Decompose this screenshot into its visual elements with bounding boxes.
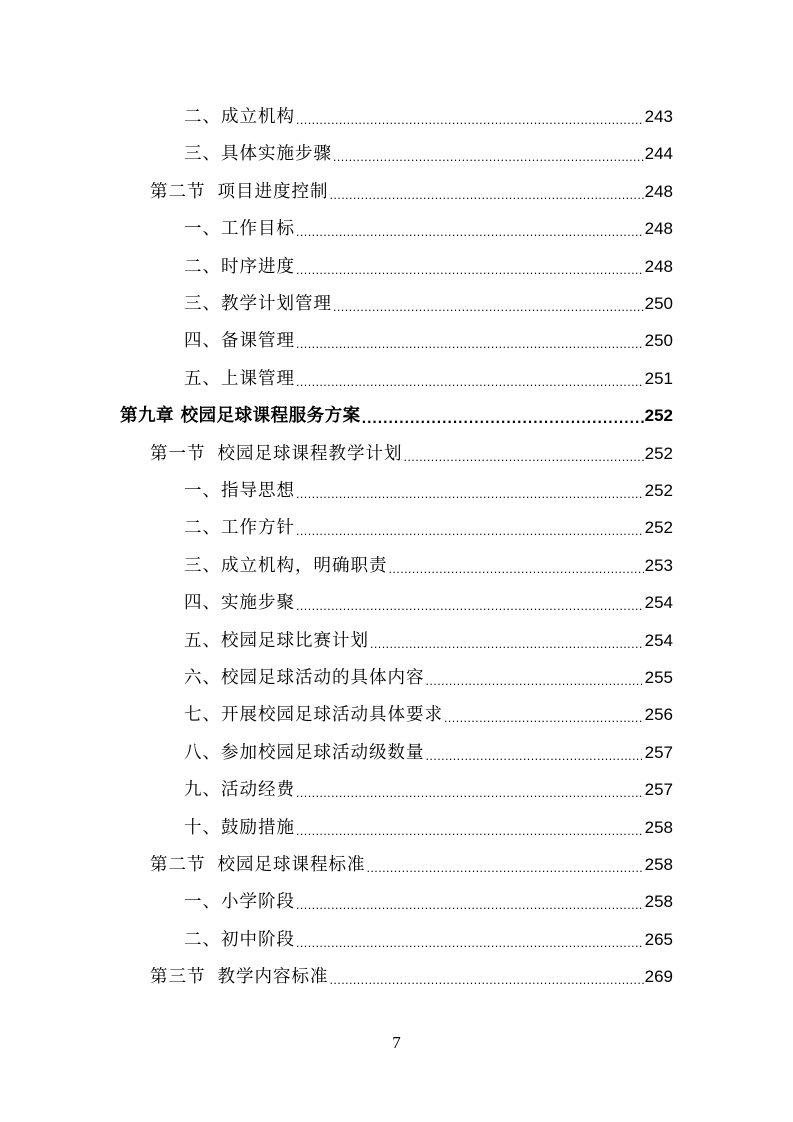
toc-section-title: 校园足球课程标准	[217, 855, 366, 875]
toc-entry-label: 二、初中阶段	[184, 929, 295, 950]
toc-page-number: 252	[644, 406, 673, 426]
toc-entry-label: 一、小学阶段	[184, 892, 295, 913]
toc-page-number: 258	[644, 817, 673, 837]
toc-section-number: 第三节	[150, 967, 206, 988]
toc-dot-leader	[426, 739, 644, 767]
toc-subsection-entry[interactable]	[184, 739, 673, 767]
toc-entry-label: 三、具体实施步骤	[184, 144, 332, 165]
toc-subsection-entry[interactable]	[184, 140, 673, 168]
toc-page-number: 257	[644, 780, 673, 800]
toc-dot-leader	[367, 851, 644, 879]
toc-entry-label: 五、校园足球比赛计划	[184, 630, 369, 651]
toc-section-entry[interactable]	[150, 440, 673, 468]
toc-subsection-entry[interactable]	[184, 514, 673, 542]
toc-subsection-entry[interactable]	[184, 926, 673, 954]
toc-dot-leader	[370, 627, 644, 655]
toc-subsection-entry[interactable]	[184, 627, 673, 655]
toc-subsection-entry[interactable]	[184, 290, 673, 318]
toc-section-number: 第二节	[150, 181, 206, 202]
toc-page-number: 252	[644, 443, 673, 463]
toc-dot-leader	[296, 253, 644, 281]
toc-section-title: 项目进度控制	[217, 181, 329, 202]
toc-page-number: 269	[644, 967, 673, 987]
toc-dot-leader	[296, 589, 644, 617]
toc-dot-leader	[330, 178, 644, 206]
toc-page-number: 253	[644, 555, 673, 575]
toc-page-number: 258	[644, 855, 673, 874]
toc-entry-label: 六、校园足球活动的具体内容	[184, 668, 425, 688]
toc-entry-label: 九、活动经费	[184, 780, 295, 801]
toc-subsection-entry[interactable]	[184, 664, 673, 692]
toc-dot-leader	[362, 402, 644, 430]
toc-entry-label: 一、指导思想	[184, 481, 295, 501]
toc-entry-label	[150, 178, 329, 206]
toc-page-number: 250	[644, 294, 673, 313]
toc-entry-label	[150, 440, 403, 468]
toc-entry-label: 七、开展校园足球活动具体要求	[184, 705, 443, 726]
toc-subsection-entry[interactable]	[184, 253, 673, 281]
toc-page-number: 257	[644, 742, 673, 762]
toc-page-number: 254	[644, 593, 673, 613]
toc-section-entry[interactable]	[150, 178, 673, 206]
toc-page-number: 243	[644, 107, 673, 126]
toc-subsection-entry[interactable]	[184, 477, 673, 505]
toc-section-title: 校园足球课程教学计划	[217, 443, 403, 464]
toc-dot-leader	[333, 290, 644, 318]
toc-subsection-entry[interactable]	[184, 215, 673, 243]
toc-entry-label: 二、工作方针	[184, 518, 295, 539]
toc-page-number: 248	[644, 219, 673, 239]
toc-entry-label	[150, 851, 366, 879]
toc-page-number: 251	[644, 368, 673, 388]
toc-section-number: 第一节	[150, 443, 206, 464]
toc-section-entry[interactable]	[150, 963, 673, 991]
toc-dot-leader	[296, 814, 644, 842]
toc-page-number: 248	[644, 181, 673, 201]
toc-page-number: 252	[644, 481, 673, 500]
toc-dot-leader	[296, 327, 644, 355]
toc-page-number: 265	[644, 929, 673, 949]
toc-dot-leader	[296, 365, 644, 393]
toc-entry-label	[150, 963, 329, 991]
toc-dot-leader	[426, 664, 644, 692]
toc-subsection-entry[interactable]	[184, 589, 673, 617]
toc-subsection-entry[interactable]	[184, 701, 673, 729]
toc-dot-leader	[330, 963, 644, 991]
toc-dot-leader	[389, 552, 644, 580]
toc-entry-label: 一、工作目标	[184, 219, 295, 240]
toc-entry-label: 四、实施步聚	[184, 593, 295, 614]
toc-page-number: 256	[644, 705, 673, 725]
toc-subsection-entry[interactable]	[184, 103, 673, 131]
toc-dot-leader	[296, 888, 644, 916]
toc-subsection-entry[interactable]	[184, 552, 673, 580]
toc-dot-leader	[404, 440, 644, 468]
toc-entry-label: 八、参加校园足球活动级数量	[184, 742, 425, 763]
toc-dot-leader	[296, 103, 644, 131]
toc-subsection-entry[interactable]	[184, 888, 673, 916]
toc-dot-leader	[296, 477, 644, 505]
toc-section-entry[interactable]	[150, 851, 673, 879]
toc-dot-leader	[296, 215, 644, 243]
toc-entry-label: 十、鼓励措施	[184, 817, 295, 838]
toc-chapter-entry[interactable]	[120, 402, 673, 430]
toc-dot-leader	[296, 776, 644, 804]
toc-page-number: 252	[644, 518, 673, 538]
page-number: 7	[392, 1033, 401, 1052]
toc-entry-label: 四、备课管理	[184, 331, 295, 352]
toc-entry-label: 二、成立机构	[184, 107, 295, 127]
toc-page-number: 255	[644, 668, 673, 687]
toc-entry-label: 二、时序进度	[184, 256, 295, 277]
toc-entry-label: 五、上课管理	[184, 368, 295, 389]
toc-dot-leader	[296, 514, 644, 542]
toc-entry-label: 第九章 校园足球课程服务方案	[120, 406, 361, 427]
toc-section-number: 第二节	[150, 855, 206, 875]
toc-dot-leader	[444, 701, 644, 729]
toc-subsection-entry[interactable]	[184, 814, 673, 842]
toc-subsection-entry[interactable]	[184, 776, 673, 804]
toc-subsection-entry[interactable]	[184, 327, 673, 355]
toc-entry-label: 三、成立机构，明确职责	[184, 555, 388, 576]
toc-page-number: 248	[644, 256, 673, 276]
toc-page-number: 250	[644, 331, 673, 351]
toc-page-number: 244	[644, 144, 673, 164]
toc-subsection-entry[interactable]	[184, 365, 673, 393]
toc-page-number: 258	[644, 892, 673, 912]
toc-page-number: 254	[644, 630, 673, 650]
toc-dot-leader	[333, 140, 644, 168]
toc-dot-leader	[296, 926, 644, 954]
toc-entry-label: 三、教学计划管理	[184, 294, 332, 314]
toc-section-title: 教学内容标准	[217, 967, 329, 988]
